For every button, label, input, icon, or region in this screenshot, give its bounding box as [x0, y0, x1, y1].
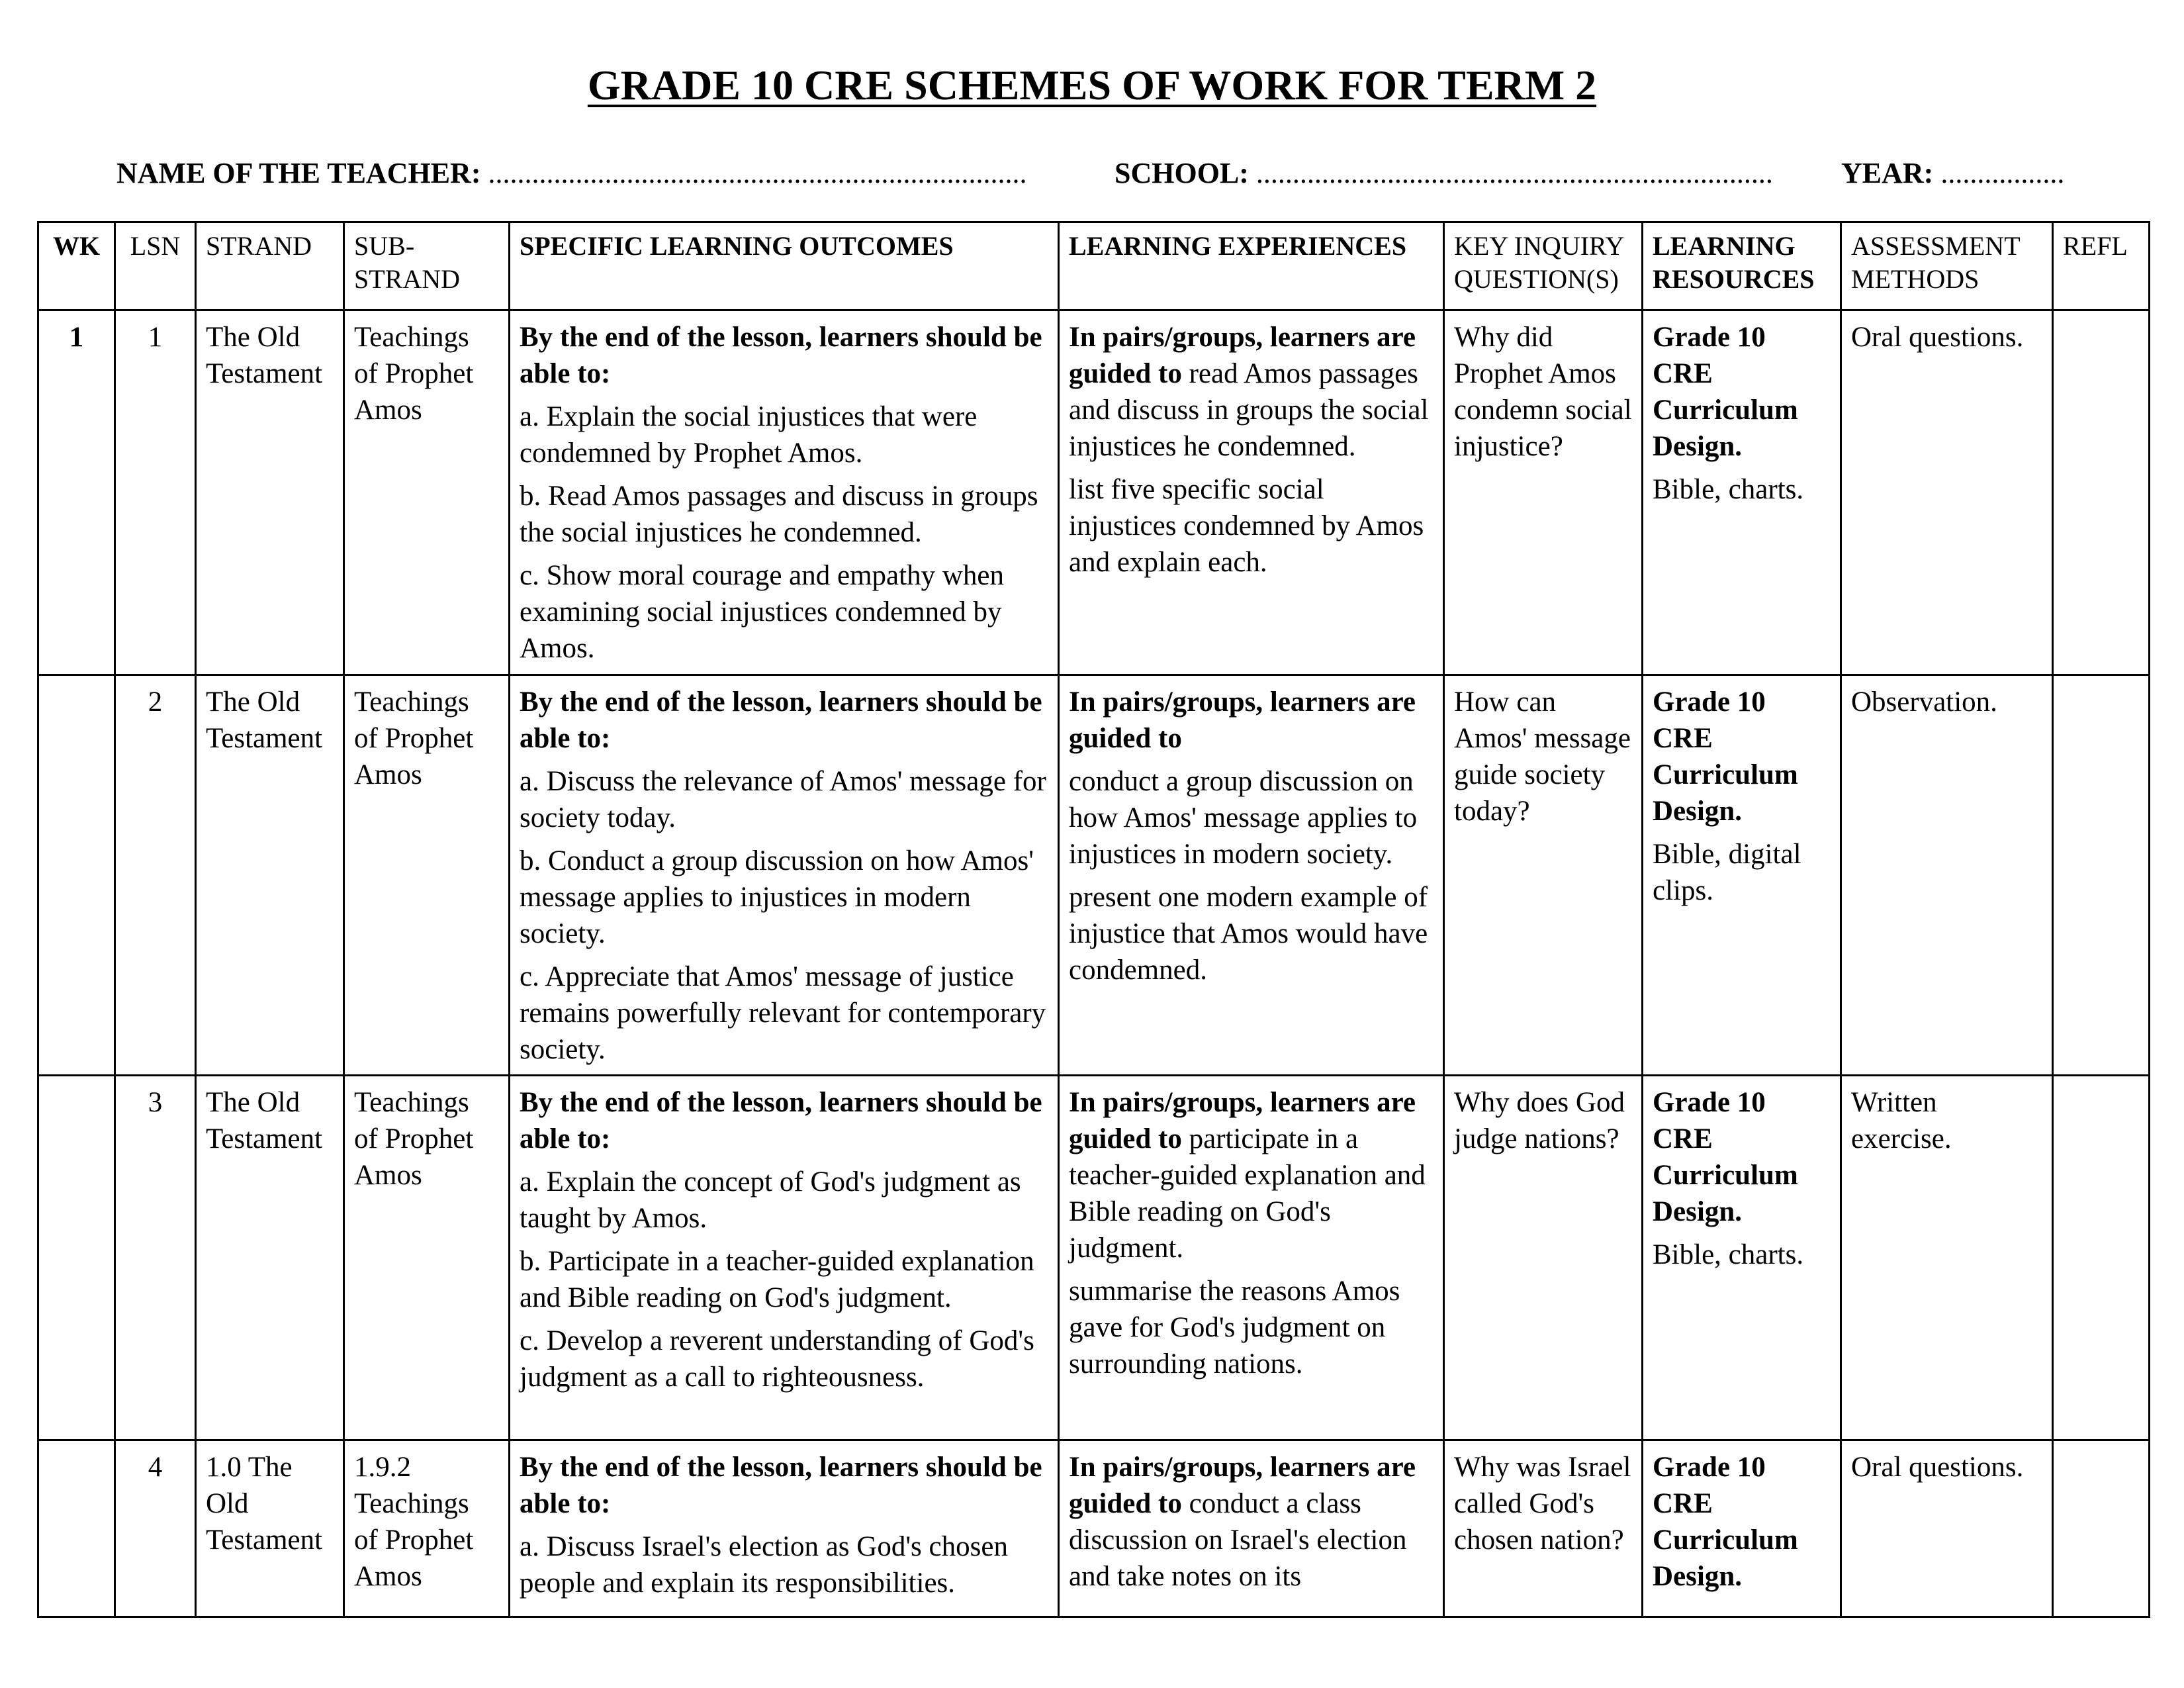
cell-lsn: 1	[115, 310, 196, 675]
cell-assessment: Oral questions.	[1841, 310, 2053, 675]
cell-refl	[2053, 1076, 2150, 1440]
outcome-item: a. Explain the concept of God's judgment as taught by Amos.	[520, 1166, 1021, 1234]
year-label: YEAR:	[1841, 157, 1934, 189]
cell-assessment: Observation.	[1841, 675, 2053, 1076]
school-blank: .......................................................................	[1248, 157, 1773, 189]
cell-lsn: 4	[115, 1440, 196, 1617]
cell-assessment: Oral questions.	[1841, 1440, 2053, 1617]
header-wk: WK	[38, 222, 115, 310]
resources-extra: Bible, charts.	[1653, 474, 1804, 505]
outcome-item: b. Read Amos passages and discuss in groups the social injustices he condemned.	[520, 481, 1038, 548]
outcome-item: b. Conduct a group discussion on how Amos' message applies to injustices in modern society.	[520, 845, 1034, 949]
experience-extra: present one modern example of injustice that Amos would have condemned.	[1069, 882, 1428, 986]
table-row	[38, 1076, 2150, 1440]
outcome-item: c. Show moral courage and empathy when examining social injustices condemned by Amos.	[520, 560, 1004, 664]
outcomes-intro: By the end of the lesson, learners should be able to:	[520, 1452, 1042, 1519]
experience-text: read Amos passages and discuss in groups the social injustices he condemned.	[1069, 358, 1429, 462]
header-strand: STRAND	[196, 222, 344, 310]
header-inquiry: KEY INQUIRY QUESTION(S)	[1444, 222, 1643, 310]
cell-assessment: Written exercise.	[1841, 1076, 2053, 1440]
cell-wk: 1	[38, 310, 115, 675]
cell-refl	[2053, 310, 2150, 675]
header-row	[38, 222, 2150, 310]
cell-refl	[2053, 1440, 2150, 1617]
cell-experiences	[1059, 675, 1444, 1076]
resources-primary: Grade 10 CRE Curriculum Design.	[1653, 1452, 1798, 1592]
experience-text: participate in a teacher-guided explanation and Bible reading on God's judgment.	[1069, 1123, 1426, 1264]
cell-experiences	[1059, 1076, 1444, 1440]
resources-primary: Grade 10 CRE Curriculum Design.	[1653, 322, 1798, 462]
experience-main	[1069, 1449, 1433, 1595]
experience-extra: conduct a group discussion on how Amos' message applies to injustices in modern society.	[1069, 766, 1418, 870]
outcome-item: a. Discuss the relevance of Amos' message for society today.	[520, 766, 1046, 833]
header-refl: REFL	[2053, 222, 2150, 310]
cell-resources	[1643, 1076, 1841, 1440]
teacher-label: NAME OF THE TEACHER:	[116, 157, 481, 189]
cell-outcomes	[510, 310, 1059, 675]
cell-resources	[1643, 675, 1841, 1076]
table-row	[38, 1440, 2150, 1617]
experience-lead: In pairs/groups, learners are guided to	[1069, 1087, 1416, 1154]
experience-extra: summarise the reasons Amos gave for God's judgment on surrounding nations.	[1069, 1276, 1400, 1380]
school-field	[1115, 156, 1773, 190]
cell-inquiry: Why did Prophet Amos condemn social injustice?	[1444, 310, 1643, 675]
schemes-table	[37, 221, 2150, 1618]
resources-extra: Bible, digital clips.	[1653, 839, 1801, 906]
school-label: SCHOOL:	[1115, 157, 1249, 189]
cell-substrand: 1.9.2 Teachings of Prophet Amos	[344, 1440, 510, 1617]
outcome-item: c. Appreciate that Amos' message of justice remains powerfully relevant for contemporary society.	[520, 961, 1046, 1065]
cell-wk	[38, 675, 115, 1076]
page-title: GRADE 10 CRE SCHEMES OF WORK FOR TERM 2	[587, 62, 1597, 109]
cell-strand: The Old Testament	[196, 1076, 344, 1440]
teacher-name-field	[116, 156, 1026, 190]
cell-outcomes	[510, 1440, 1059, 1617]
cell-lsn: 2	[115, 675, 196, 1076]
table-row	[38, 675, 2150, 1076]
cell-inquiry: Why does God judge nations?	[1444, 1076, 1643, 1440]
resources-primary: Grade 10 CRE Curriculum Design.	[1653, 686, 1798, 827]
outcome-item: a. Explain the social injustices that were condemned by Prophet Amos.	[520, 401, 978, 469]
cell-lsn: 3	[115, 1076, 196, 1440]
header-resources: LEARNING RESOURCES	[1643, 222, 1841, 310]
header-assessment: ASSESSMENT METHODS	[1841, 222, 2053, 310]
cell-experiences	[1059, 1440, 1444, 1617]
year-field	[1841, 156, 2064, 190]
header-lsn: LSN	[115, 222, 196, 310]
cell-outcomes	[510, 675, 1059, 1076]
outcomes-intro: By the end of the lesson, learners should be able to:	[520, 686, 1042, 754]
header-experiences: LEARNING EXPERIENCES	[1059, 222, 1444, 310]
outcome-item: b. Participate in a teacher-guided explanation and Bible reading on God's judgment.	[520, 1246, 1034, 1313]
experience-lead: In pairs/groups, learners are guided to	[1069, 322, 1416, 389]
cell-wk	[38, 1076, 115, 1440]
experience-main	[1069, 1084, 1433, 1266]
header-outcomes: SPECIFIC LEARNING OUTCOMES	[510, 222, 1059, 310]
cell-resources	[1643, 310, 1841, 675]
outcome-item: c. Develop a reverent understanding of God's judgment as a call to righteousness.	[520, 1325, 1034, 1393]
resources-primary: Grade 10 CRE Curriculum Design.	[1653, 1087, 1798, 1227]
outcomes-intro: By the end of the lesson, learners should be able to:	[520, 1087, 1042, 1154]
year-blank: .................	[1933, 157, 2065, 189]
outcomes-intro: By the end of the lesson, learners should be able to:	[520, 322, 1042, 389]
cell-wk	[38, 1440, 115, 1617]
cell-experiences	[1059, 310, 1444, 675]
experience-lead: In pairs/groups, learners are guided to	[1069, 1452, 1416, 1519]
resources-extra: Bible, charts.	[1653, 1239, 1804, 1270]
cell-substrand: Teachings of Prophet Amos	[344, 1076, 510, 1440]
experience-extra: list five specific social injustices condemned by Amos and explain each.	[1069, 474, 1424, 578]
teacher-blank: ..........................................................................	[480, 157, 1027, 189]
cell-strand: The Old Testament	[196, 310, 344, 675]
cell-strand: 1.0 The Old Testament	[196, 1440, 344, 1617]
cell-resources	[1643, 1440, 1841, 1617]
cell-substrand: Teachings of Prophet Amos	[344, 310, 510, 675]
cell-substrand: Teachings of Prophet Amos	[344, 675, 510, 1076]
cell-refl	[2053, 675, 2150, 1076]
cell-outcomes	[510, 1076, 1059, 1440]
table-row	[38, 310, 2150, 675]
header-substrand: SUB-STRAND	[344, 222, 510, 310]
experience-main	[1069, 319, 1433, 465]
cell-inquiry: Why was Israel called God's chosen nation?	[1444, 1440, 1643, 1617]
cell-inquiry: How can Amos' message guide society today?	[1444, 675, 1643, 1076]
outcome-item: a. Discuss Israel's election as God's chosen people and explain its responsibilities.	[520, 1531, 1008, 1599]
experience-text: conduct a class discussion on Israel's election and take notes on its	[1069, 1488, 1407, 1592]
cell-strand: The Old Testament	[196, 675, 344, 1076]
experience-lead: In pairs/groups, learners are guided to	[1069, 686, 1416, 754]
experience-main	[1069, 684, 1433, 757]
